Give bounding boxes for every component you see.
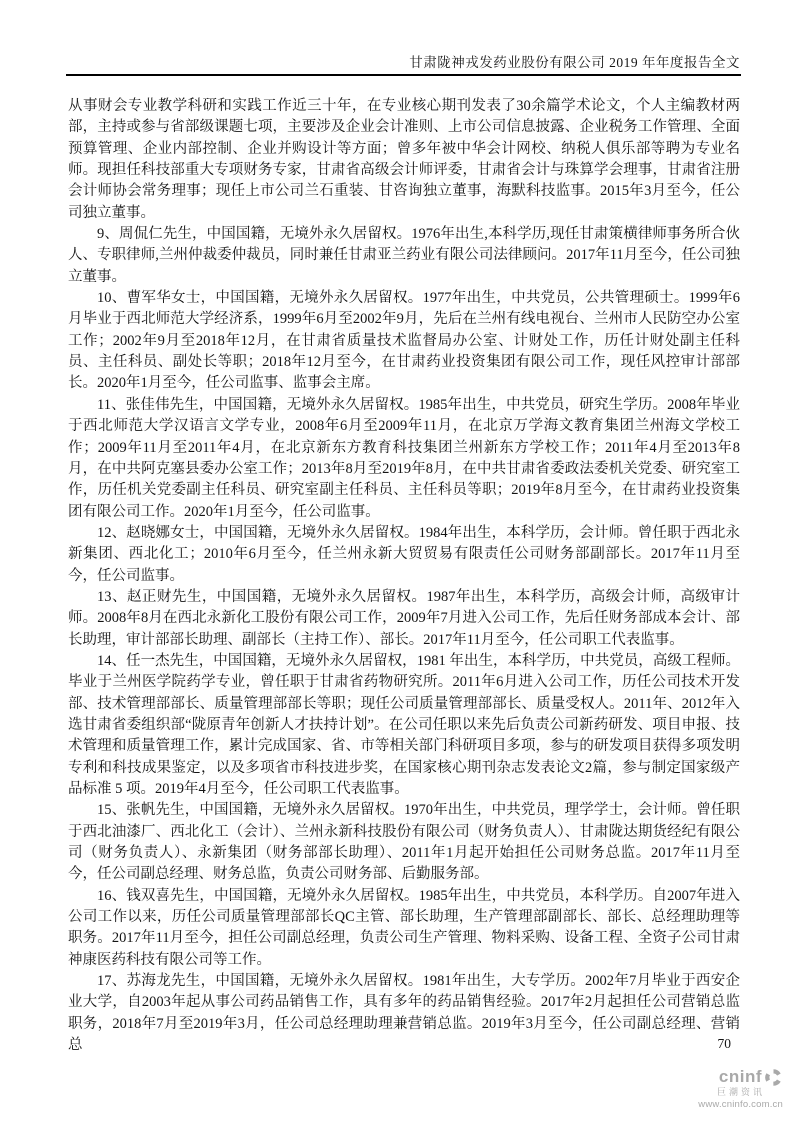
cninfo-url: www.cninfo.com.cn (698, 1098, 783, 1110)
paragraph-bio-9: 9、周侃仁先生，中国国籍，无境外永久居留权。1976年出生,本科学历,现任甘肃策横律师事务所合伙人、专职律师,兰州仲裁委仲裁员，同时兼任甘肃亚兰药业有限公司法律顾问。2017年11月至今，任公司独立董事。 (68, 226, 740, 285)
paragraph-bio-17: 17、苏海龙先生，中国国籍，无境外永久居留权。1981年出生，大专学历。2002年7月毕业于西安企业大学，自2003年起从事公司药品销售工作，具有多年的药品销售经验。2017年2月起担任公司营销总监职务，2018年7月至2019年3月，任公司总经理助理兼营销总监。2019年3月至今，任公司副总经理、营销总 (68, 973, 740, 1054)
paragraph-bio-14: 14、任一杰先生，中国国籍，无境外永久居留权，1981 年出生，本科学历，中共党员，高级工程师。毕业于兰州医学院药学专业，曾任职于甘肃省药物研究所。2011年6月进入公司工作，历任公司技术开发部、技术管理部部长、质量管理部部长等职；现任公司质量管理部部长、质量受权人。2011年、2012年入选甘肃省委组织部“陇原青年创新人才扶持计划”。在公司任职以来先后负责公司新药研发、项目申报、技术管理和质量管理工作，累计完成国家、省、市等相关部门科研项目多项，参与的研发项目获得多项发明专利和科技成果鉴定，以及多项省市科技进步奖，在国家核心期刊杂志发表论文2篇，参与制定国家级产品标准 5 项。2019年4月至今，任公司职工代表监事。 (68, 652, 740, 797)
cninfo-caption: 巨潮资讯 (716, 1086, 765, 1097)
paragraph-bio-13: 13、赵正财先生，中国国籍，无境外永久居留权。1987年出生，本科学历，高级会计师，高级审计师。2008年8月在西北永新化工股份有限公司工作，2009年7月进入公司工作，先后任财务部成本会计、部长助理，审计部部长助理、副部长（主持工作）、部长。2017年11月至今，任公司职工代表监事。 (68, 588, 740, 648)
paragraph-bio-12: 12、赵晓娜女士，中国国籍，无境外永久居留权。1984年出生，本科学历，会计师。曾任职于西北永新集团、西北化工；2010年6月至今，任兰州永新大贸贸易有限责任公司财务部副部长。2017年11月至今，任公司监事。 (68, 524, 740, 584)
cninfo-logo-row (671, 1068, 783, 1087)
cninfo-brand-text: cninf (718, 1066, 762, 1086)
header-title: 甘肃陇神戎发药业股份有限公司 2019 年年度报告全文 (409, 55, 740, 70)
paragraph-bio-11: 11、张佳伟先生，中国国籍，无境外永久居留权。1985年出生，中共党员，研究生学历。2008年毕业于西北师范大学汉语言文学专业，2008年6月至2009年11月，在北京万学海文教育集团兰州海文学校工作；2009年11月至2011年4月，在北京新东方教育科技集团兰州新东方学校工作；2011年4月至2013年8月，在中共阿克塞县委办公室工作；2013年8月至2019年8月，在中共甘肃省委政法委机关党委、研究室工作，历任机关党委副主任科员、研究室副主任科员、主任科员等职；2019年8月至今，在甘肃药业投资集团有限公司工作。2020年1月至今，任公司监事。 (68, 396, 740, 520)
cninfo-logo (671, 1068, 783, 1110)
page-number: 70 (717, 1036, 731, 1051)
paragraph-bio-16: 16、钱双喜先生，中国国籍，无境外永久居留权。1985年出生，中共党员，本科学历。自2007年进入公司工作以来，历任公司质量管理部部长QC主管、部长助理，生产管理部副部长、部长、总经理助理等职务。2017年11月至今，担任公司副总经理，负责公司生产管理、物料采购、设备工程、全资子公司甘肃神康医药科技有限公司等工作。 (68, 887, 740, 968)
paragraph-continuation: 从事财会专业教学科研和实践工作近三十年，在专业核心期刊发表了30余篇学术论文，个人主编教材两部，主持或参与省部级课题七项，主要涉及企业会计准则、上市公司信息披露、企业税务工作管理、全面预算管理、企业内部控制、企业并购设计等方面；曾多年被中华会计网校、纳税人俱乐部等聘为专业名师。现担任科技部重大专项财务专家，甘肃省高级会计师评委，甘肃省会计与珠算学会理事，甘肃省注册会计师协会常务理事；现任上市公司兰石重装、甘咨询独立董事，海默科技监事。2015年3月至今，任公司独立董事。 (68, 98, 740, 221)
paragraph-bio-15: 15、张帆先生，中国国籍，无境外永久居留权。1970年出生，中共党员，理学学士，会计师。曾任职于西北油漆厂、西北化工（会计）、兰州永新科技股份有限公司（财务负责人）、甘肃陇达期货经纪有限公司（财务负责人）、永新集团（财务部部长助理）、2011年1月起开始担任公司财务总监。2017年11月至今，任公司副总经理、财务总监，负责公司财务部、后勤服务部。 (68, 802, 740, 883)
document-body (68, 96, 740, 1056)
paragraph-bio-10: 10、曹军华女士，中国国籍，无境外永久居留权。1977年出生，中共党员，公共管理硕士。1999年6月毕业于西北师范大学经济系，1999年6月至2002年9月，先后在兰州有线电视台、兰州市人民防空办公室工作；2002年9月至2018年12月，在甘肃省质量技术监督局办公室、计财处工作，历任计财处副主任科员、主任科员、副处长等职；2018年12月至今，在甘肃药业投资集团有限公司工作，现任风控审计部部长。2020年1月至今，任公司监事、监事会主席。 (68, 290, 740, 392)
header-divider (66, 74, 741, 76)
cninfo-swirl-icon (764, 1068, 783, 1087)
